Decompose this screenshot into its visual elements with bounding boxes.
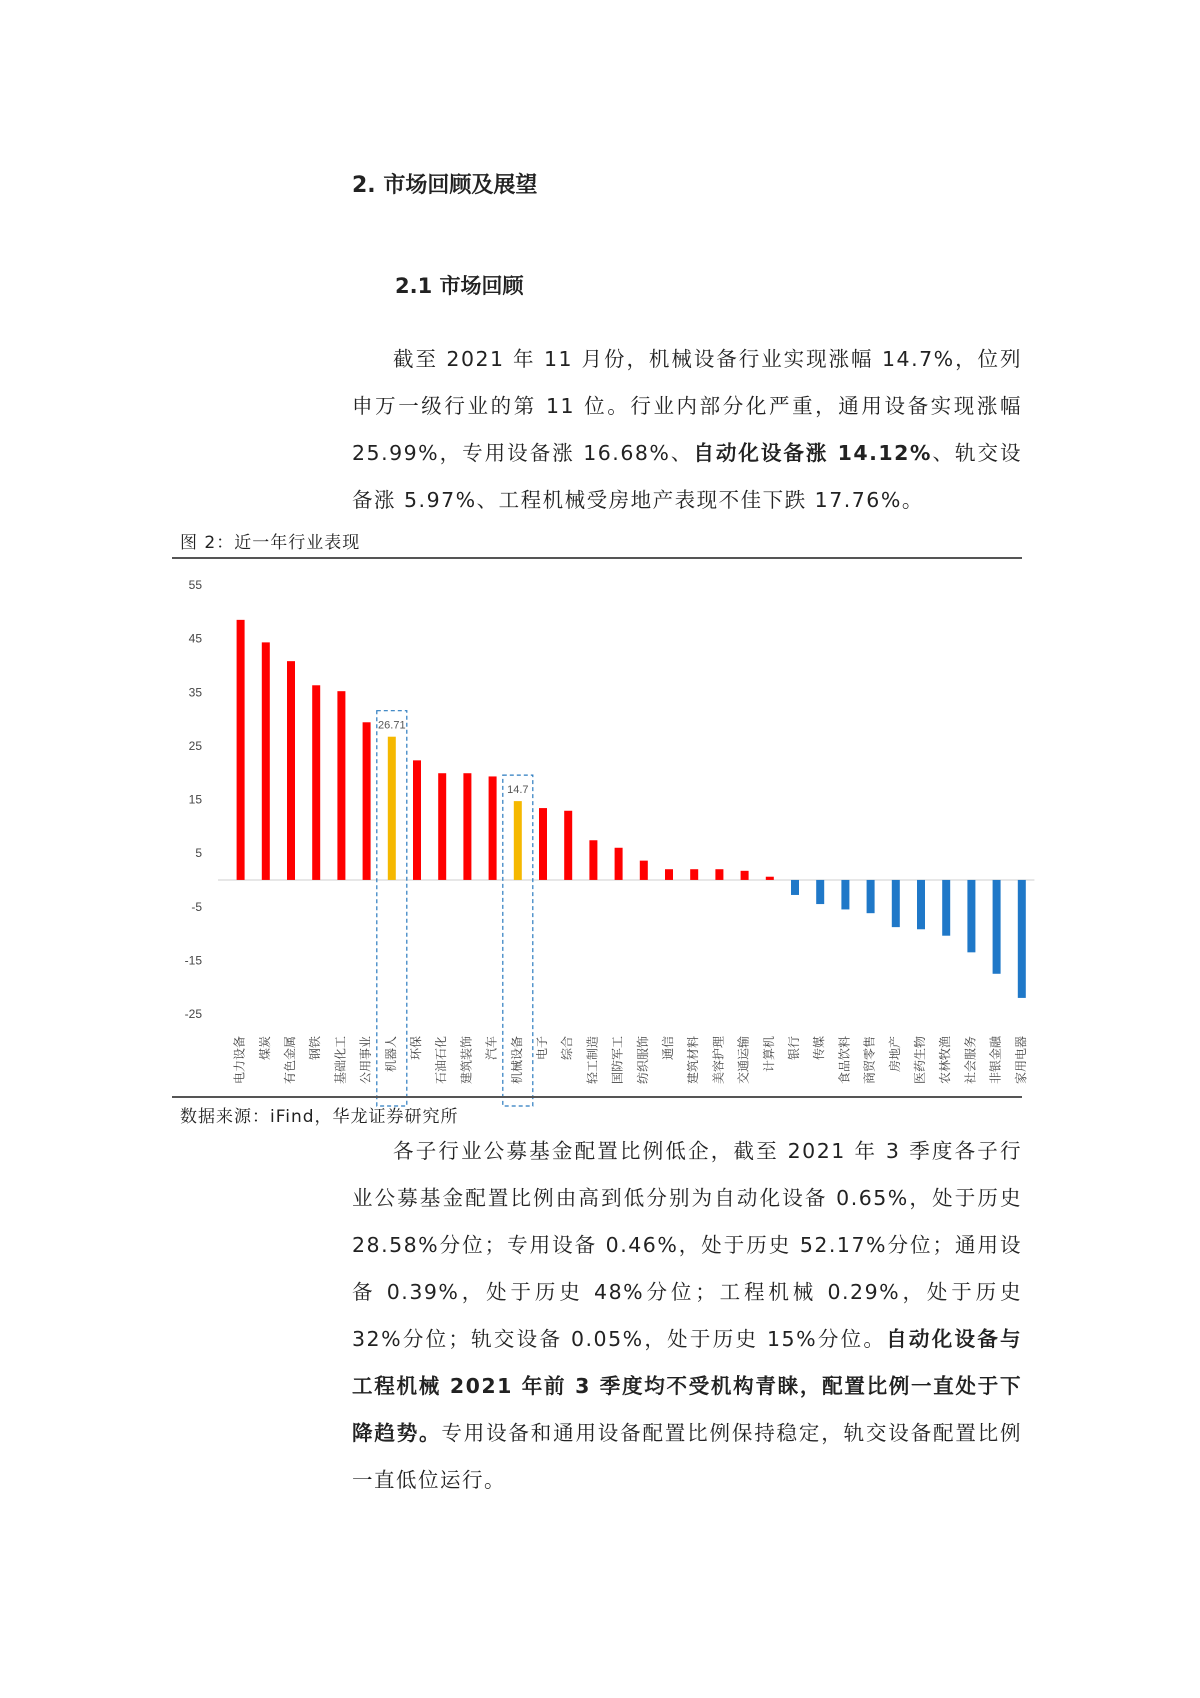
category-label: 建筑材料 [686,1036,701,1085]
y-tick-label: 15 [188,792,202,807]
category-label: 通信 [661,1036,675,1061]
bar-25 [841,880,849,909]
y-tick-label: 55 [188,578,202,592]
bar-28 [917,880,925,929]
category-label: 交通运输 [736,1036,751,1085]
paragraph1-bold: 自动化设备涨 14.12% [693,441,932,465]
bar-2 [262,642,270,880]
category-label: 国防军工 [610,1036,625,1085]
y-tick-label: -25 [184,1007,202,1021]
category-label: 电力设备 [232,1036,247,1085]
bar-16 [615,848,623,880]
category-label: 汽车 [484,1036,499,1061]
bar-7 [388,737,396,880]
bar-17 [640,861,648,880]
category-label: 商贸零售 [862,1036,877,1085]
figure-bottom-rule [172,1096,1022,1098]
bar-5 [337,691,345,880]
category-label: 计算机 [761,1036,776,1073]
bar-24 [816,880,824,904]
category-label: 煤炭 [257,1036,272,1061]
category-label: 纺织服饰 [635,1036,650,1085]
category-label: 有色金属 [283,1036,297,1085]
paragraph2-text: 各子行业公募基金配置比例低企，截至 2021 年 3 季度各子行业公募基金配置比例由高到低分别为自动化设备 0.65%，处于历史 28.58%分位；专用设备 0.46%，处于历史 52.17%分位；通用设备 0.39%，处于历史 48%分位；工程机械 0.29%，处于历史 32%分位；轨交设备 0.05%，处于历史 15%分位。 [352,1139,1022,1351]
figure-source: 数据来源：iFind，华龙证券研究所 [180,1107,459,1127]
category-label: 家用电器 [1013,1036,1028,1085]
bar-9 [438,773,446,880]
figure-top-rule [172,557,1022,559]
bar-11 [489,776,497,879]
category-label: 传媒 [812,1036,827,1061]
bar-20 [715,869,723,880]
bar-29 [942,880,950,936]
section-heading: 2. 市场回顾及展望 [352,173,538,198]
bar-18 [665,869,673,880]
bar-22 [766,877,774,880]
bar-19 [690,869,698,880]
paragraph1-text: 截至 2021 年 11 月份，机械设备行业实现涨幅 14.7%，位列申万一级行业的第 11 位。行业内部分化严重，通用设备实现涨幅 25.99%，专用设备涨 16.68%、 [352,347,1022,465]
category-label: 美容护理 [711,1036,726,1085]
data-label: 14.7 [507,784,529,797]
category-label: 轻工制造 [585,1036,600,1085]
category-label: 综合 [560,1036,575,1061]
category-label: 钢铁 [308,1036,323,1061]
y-tick-label: 25 [188,738,202,753]
figure-title: 图 2：近一年行业表现 [180,533,361,553]
paragraph2-text-end: 专用设备和通用设备配置比例保持稳定，轨交设备配置比例一直低位运行。 [352,1421,1023,1492]
category-label: 农林牧渔 [938,1036,953,1085]
category-label: 基础化工 [333,1036,348,1085]
data-label: 26.71 [378,719,406,732]
bar-23 [791,880,799,895]
y-tick-label: -15 [184,953,202,968]
y-tick-label: 35 [188,685,202,700]
bar-31 [993,880,1001,974]
category-label: 银行 [787,1036,801,1061]
y-tick-label: -5 [191,899,202,914]
y-tick-label: 5 [195,846,202,861]
subsection-heading: 2.1 市场回顾 [395,274,524,298]
category-label: 电子 [535,1036,549,1061]
bar-10 [463,773,471,880]
bar-21 [741,871,749,880]
bar-8 [413,760,421,880]
bar-30 [967,880,975,952]
bar-3 [287,661,295,880]
category-label: 房地产 [887,1036,902,1073]
bar-6 [363,722,371,880]
paragraph-fund-allocation [352,1128,1022,1504]
category-label: 环保 [409,1036,423,1061]
bar-26 [867,880,875,913]
category-label: 医药生物 [913,1036,927,1085]
industry-performance-chart [172,566,1028,1111]
paragraph1-text-end: 、轨交设备涨 5.97%、工程机械受房地产表现不佳下跌 17.76%。 [352,441,1022,512]
y-tick-label: 45 [188,631,202,646]
category-label: 公用事业 [358,1036,373,1085]
category-label: 社会服务 [963,1036,978,1085]
bar-12 [514,801,522,880]
bar-32 [1018,880,1026,998]
bar-4 [312,685,320,880]
paragraph2-bold: 自动化设备与工程机械 2021 年前 3 季度均不受机构青睐，配置比例一直处于下降趋势。 [352,1327,1022,1445]
paragraph-market-review [352,336,1022,524]
category-label: 石油石化 [434,1036,449,1085]
category-label: 机器人 [383,1036,398,1073]
bar-14 [564,811,572,880]
category-label: 非银金融 [988,1036,1003,1085]
bar-27 [892,880,900,927]
bar-13 [539,808,547,880]
category-label: 机械设备 [509,1036,524,1085]
bar-1 [237,620,245,880]
bar-15 [589,840,597,880]
category-label: 建筑装饰 [459,1036,474,1085]
category-label: 食品饮料 [837,1036,852,1085]
